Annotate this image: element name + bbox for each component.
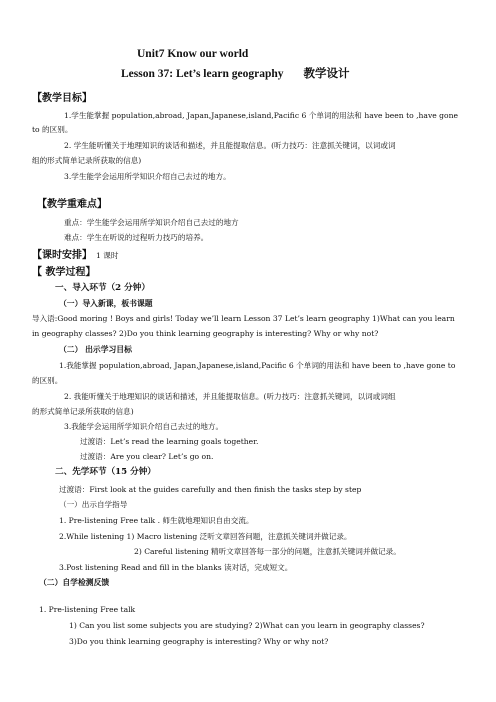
transition-1: 过渡语：Let’s read the learning goals together. [80, 437, 259, 446]
step-2a-heading: （一）出示自学指导 [59, 500, 128, 509]
goal-1-line-1: 1.学生能掌握 population,abroad, Japan,Japanese,island,Pacific 6 个单词的用法和 have been to ,have gone [64, 111, 458, 120]
hours-value: 1 课时 [96, 251, 119, 260]
instruction-3: 3.Post listening Read and fill in the blanks 读对话，完成短文。 [59, 563, 293, 572]
hours-label: 【课时安排】 [32, 250, 92, 261]
objective-2-line-2: 的形式简单记录所获取的信息) [32, 407, 134, 416]
doc-title: Unit7 Know our world [137, 48, 249, 60]
key-points-heading: 【教学重难点】 [37, 199, 107, 210]
step-1-heading: 一、导入环节（2 分钟） [55, 283, 150, 293]
difficult-point: 难点：学生在听说的过程听力技巧的培养。 [64, 233, 209, 242]
objective-2-line-1: 2. 我能听懂关于地理知识的谈话和描述，并且能提取信息。(听力技巧：注意抓关键词，以词或词组 [64, 392, 396, 401]
transition-3: 过渡语：First look at the guides carefully and then finish the tasks step by step [59, 485, 362, 494]
goals-heading: 【教学目标】 [32, 93, 92, 104]
step-1a-heading: （一）导入新课，板书课题 [59, 299, 153, 308]
objective-1-line-2: 的区别。 [32, 376, 63, 385]
instruction-2b: 2) Careful listening 精听文章回答每一部分的问题，注意抓关键词并做记录。 [134, 547, 401, 556]
goal-2-line-1: 2. 学生能听懂关于地理知识的谈话和描述，并且能提取信息。(听力技巧：注意抓关键词，以词或词 [64, 141, 396, 150]
step-2-heading: 二、先学环节（15 分钟） [55, 467, 156, 477]
step-1b-heading: （二） 出示学习目标 [59, 345, 132, 354]
feedback-3: 3)Do you think learning geography is interesting? Why or why not? [69, 637, 329, 646]
objective-1-line-1: 1.我能掌握 population,abroad, Japan,Japanese,island,Pacific 6 个单词的用法和 have been to ,have gone to [59, 361, 456, 370]
intro-line-1: 导入语:Good moring ! Boys and girls! Today we’ll learn Lesson 37 Let’s learn geography 1)What can you learn [32, 314, 455, 323]
hours-heading [32, 249, 118, 262]
process-heading: 【 教学过程】 [32, 267, 96, 278]
feedback-1: 1. Pre-listening Free talk [39, 605, 136, 614]
key-point: 重点：学生能学会运用所学知识介绍自己去过的地方 [64, 218, 239, 227]
step-2b-heading: （二）自学检测反馈 [39, 578, 110, 587]
doc-subtitle [121, 67, 349, 81]
instruction-1: 1. Pre-listening Free talk . 师生就地理知识自由交流。 [59, 516, 254, 525]
transition-2: 过渡语：Are you clear? Let’s go on. [80, 452, 214, 461]
goal-3: 3.学生能学会运用所学知识介绍自己去过的地方。 [64, 172, 231, 181]
lesson-title: Lesson 37: Let’s learn geography [121, 68, 284, 80]
lesson-title-suffix: 教学设计 [303, 68, 350, 80]
instruction-2: 2.While listening 1) Macro listening 泛听文章回答问题，注意抓关键词并做记录。 [59, 532, 352, 541]
intro-line-2: in geography classes? 2)Do you think learning geography is interesting? Why or why not? [32, 329, 379, 338]
objective-3: 3.我能学会运用所学知识介绍自己去过的地方。 [64, 422, 224, 431]
feedback-2: 1) Can you list some subjects you are studying? 2)What can you learn in geography classes? [69, 621, 425, 630]
goal-2-line-2: 组的形式简单记录所获取的信息) [32, 156, 142, 165]
goal-1-line-2: to 的区别。 [32, 125, 73, 134]
